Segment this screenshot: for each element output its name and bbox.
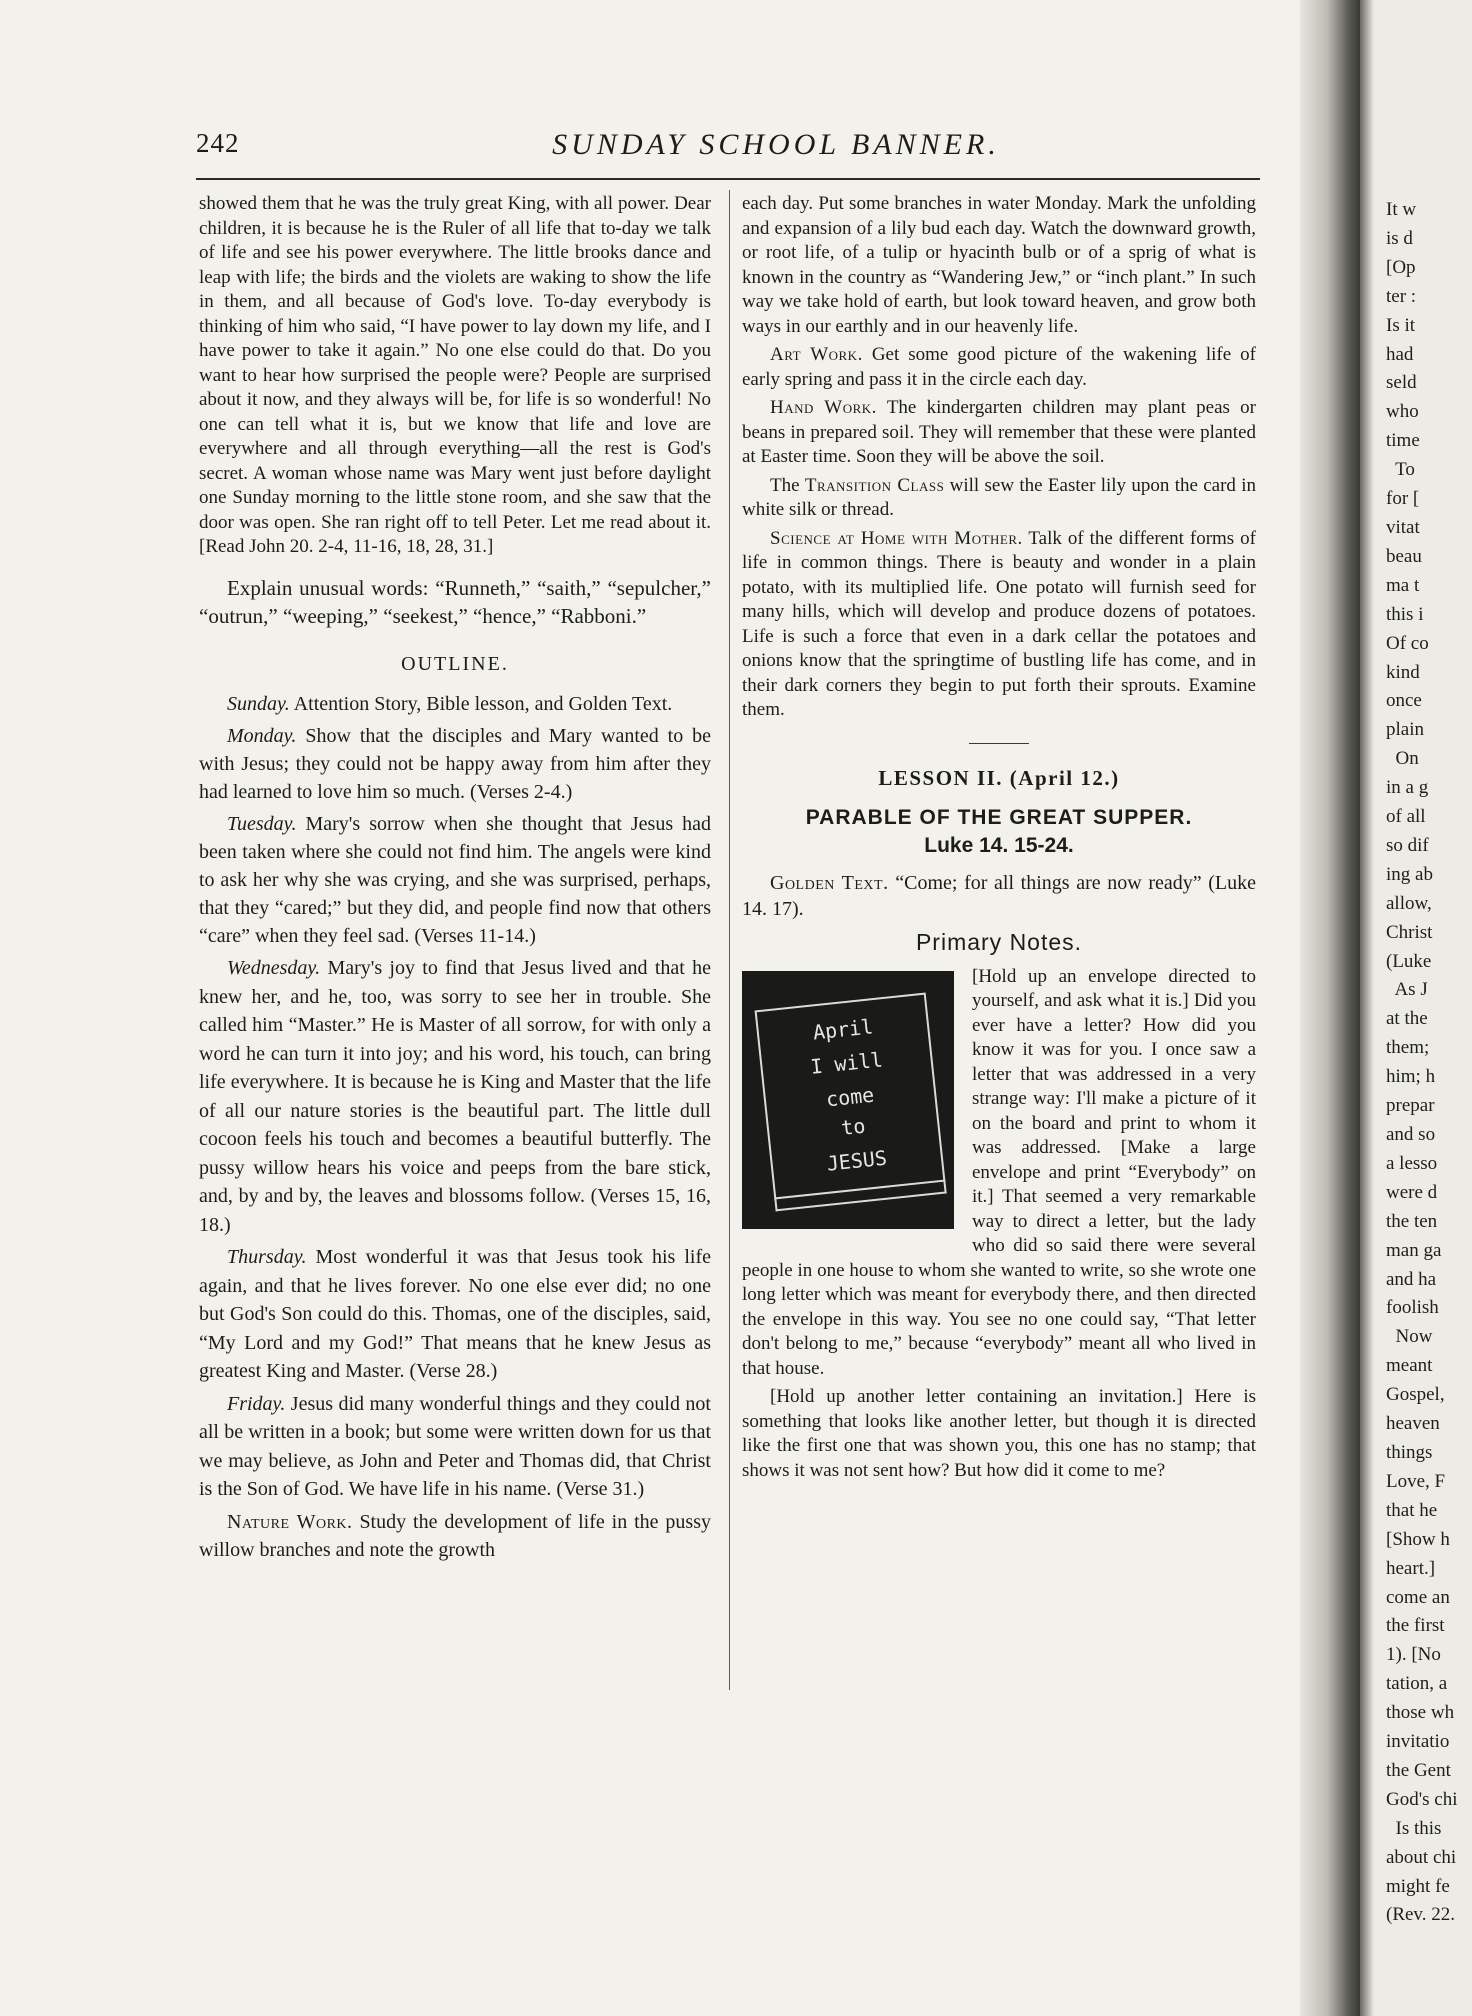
right-column: [742, 192, 1256, 1487]
header-rule: [196, 178, 1260, 180]
section-label: Nature Work.: [227, 1510, 353, 1533]
section-text: Talk of the different forms of life in common things. There is beauty and wonder in a plain potato, with its multiplied life. One potato will furnish seed for many hills, which will develop and produce dozens of potatoes. Life is such a force that even in a dark cellar the potatoes and onions know that the springtime of bustling life has come, and in their dark corners they begin to put forth their sprouts. Examine them.: [742, 527, 1256, 720]
nature-work: [199, 1508, 711, 1565]
science-at-home: [742, 527, 1256, 723]
day-text: Show that the disciples and Mary wanted to be with Jesus; they could not be happy away from him after they had learned to love him so much. (Verses 2-4.): [199, 725, 712, 803]
primary-notes-paragraph: [Hold up another letter containing an invitation.] Here is something that looks like another letter, but though it is directed like the first one that was shown you, this one has no stamp; that shows it was not sent how? But how did it come to me?: [742, 1386, 1256, 1481]
outline-sunday: [199, 690, 711, 718]
day-label: Tuesday.: [227, 813, 297, 835]
outline-tuesday: [199, 810, 711, 950]
section-divider: [969, 743, 1029, 744]
section-text: Get some good picture of the wakening life of early spring and pass it in the circle each day.: [742, 344, 1257, 390]
primary-notes-paragraph: [Hold up an envelope directed to yourself, and ask what it is.] Did you ever have a letter? How did you know it was for you. I once saw a letter that was addressed in a very strange way: I'll make a picture of it on the board and print to whom it was addressed. [Make a large envelope and print “Everybody” on it.] That seemed a very remarkable way to direct a letter, but the lady who did so said there were several people in one house to whom she wanted to write, so she wrote one long letter which was meant for everybody there, and then directed the envelope in this way. You see no one could say, “That letter don't belong to me,” because “everybody” meant all who lived in that house.: [742, 965, 1256, 1379]
outline-wednesday: [199, 954, 711, 1239]
day-text: Mary's sorrow when she thought that Jesus had been taken where she could not find him. The angels were kind to ask her why she was crying, and she was surprised, perhaps, that they “cared;” but they did, and people find now that others “care” when they feel sad. (Verses 11-14.): [199, 813, 711, 947]
golden-text-body: “Come; for all things are now ready” (Luke 14. 17).: [742, 872, 1256, 920]
unusual-words-paragraph: Explain unusual words: “Runneth,” “saith,” “sepulcher,” “outrun,” “weeping,” “seekest,” “hence,” “Rabboni.”: [199, 575, 711, 628]
section-text: Study the development of life in the pussy willow branches and note the growth: [199, 1510, 712, 1561]
running-head: [196, 128, 1260, 168]
day-text: Mary's joy to find that Jesus lived and that he knew her, and he, too, was sorry to see her in trouble. She called him “Master.” He is Master of all sorrow, for with only a word he can turn it into joy; and his word, his touch, can bring life everywhere. It is because he is King and Master that the life of all our nature stories is the beautiful part. The little dull cocoon feels his touch and becomes a beautiful butterfly. The pussy willow hears his voice and peeps from the bare stick, and, by and by, the leaves and blossoms follow. (Verses 15, 16, 18.): [199, 957, 711, 1236]
journal-title: SUNDAY SCHOOL BANNER.: [552, 128, 1000, 161]
section-text: will sew the Easter lily upon the card in white silk or thread.: [742, 474, 1257, 520]
gutter-shadow: [1360, 0, 1374, 2016]
golden-text: [742, 870, 1256, 922]
envelope-line: come: [824, 1082, 876, 1111]
envelope-icon: [755, 992, 946, 1199]
day-label: Monday.: [227, 725, 297, 747]
outline-friday: [199, 1390, 711, 1504]
envelope-illustration: [742, 971, 954, 1229]
day-text: Attention Story, Bible lesson, and Golden Text.: [293, 693, 673, 715]
outline-monday: [199, 722, 711, 806]
outline-thursday: [199, 1243, 711, 1386]
section-label: Hand Work.: [770, 397, 877, 418]
lesson-title: PARABLE OF THE GREAT SUPPER.: [805, 806, 1193, 829]
hand-work: [742, 396, 1256, 470]
envelope-line: I will: [809, 1046, 884, 1079]
section-pre: The: [770, 474, 800, 496]
day-label: Sunday.: [227, 693, 290, 715]
book-gutter: [1300, 0, 1360, 2016]
day-label: Wednesday.: [227, 957, 321, 979]
envelope-line: to: [840, 1113, 867, 1140]
outline-heading: OUTLINE.: [401, 652, 509, 675]
section-label: Science at Home with Mother.: [770, 527, 1023, 549]
transition-class: [742, 474, 1256, 523]
lesson-number: LESSON II. (April 12.): [878, 765, 1120, 790]
day-text: Jesus did many wonderful things and they could not all be written in a book; but some were written down for us that we may believe, as John and Peter and Thomas did, that Christ is the Son of God. We have life in his name. (Verse 31.): [199, 1392, 711, 1500]
column-divider: [729, 190, 730, 1690]
nature-work-continued: each day. Put some branches in water Monday. Mark the unfolding and expansion of a lily bud each day. Watch the downward growth, or root life, of a tulip or hyacinth bulb or of a sprig of what is known in the country as “Wandering Jew,” or “inch plant.” In such way we take hold of earth, but look toward heaven, and grow both ways in our earthly and in our heavenly life.: [742, 193, 1256, 337]
day-label: Thursday.: [227, 1246, 307, 1268]
day-label: Friday.: [227, 1392, 286, 1415]
day-text: Most wonderful it was that Jesus took his life again, and that he lives forever. No one else ever did; no one but God's Son could do this. Thomas, one of the disciples, said, “My Lord and my God!” That means that he knew Jesus as greatest King and Master. (Verse 28.): [199, 1246, 711, 1382]
left-column: [199, 192, 711, 1569]
primary-notes-heading: Primary Notes.: [915, 929, 1083, 955]
page-number: 242: [196, 128, 240, 158]
facing-page-text: It w is d [Op ter : Is it had seld who time To for [ vitat beau ma t this i Of co kind once plain On in a g of all so dif ing ab allow, Christ (Luke As J at the them; him; h prepar and so a lesso were d the ten man ga and ha foolish Now meant Gospel, heaven things Love, F that he [Show h heart.] come an the first 1). [No tation, a those wh invitatio the Gent God's chi Is this about chi might fe (Rev. 22.: [1386, 199, 1458, 1926]
lesson-reference: Luke 14. 15-24.: [924, 834, 1074, 857]
continued-paragraph: showed them that he was the truly great King, with all power. Dear children, it is because he is the Ruler of all life that to-day we talk of life and see his power everywhere. The little brooks dance and leap with life; the birds and the violets are waking to show the life in them, and all because of God's love. To-day everybody is thinking of him who said, “I have power to lay down my life, and I have power to take it again.” No one else could do that. Do you want to hear how surprised the people were? People are surprised about it now, and they always will be, for life is so wonderful! No one can tell what it is, but we know that life and love are everywhere and all through everything—all the rest is God's secret. A woman whose name was Mary went just before daylight one Sunday morning to the little stone room, and she saw that the door was open. She ran right off to tell Peter. Let me read about it. [Read John 20. 2-4, 11-16, 18, 28, 31.]: [199, 193, 711, 557]
section-label: Transition Class: [804, 474, 945, 496]
primary-notes: [742, 965, 1256, 1484]
envelope-line: JESUS: [825, 1145, 888, 1176]
section-label: Art Work.: [770, 344, 863, 365]
envelope-flap: [774, 1179, 947, 1211]
golden-label: Golden Text.: [770, 872, 889, 894]
art-work: [742, 343, 1256, 392]
section-text: The kindergarten children may plant peas or beans in prepared soil. They will remember that these were planted at Easter time. Soon they will be above the soil.: [742, 397, 1256, 467]
envelope-line: April: [811, 1013, 875, 1044]
facing-page: [1360, 0, 1472, 2016]
